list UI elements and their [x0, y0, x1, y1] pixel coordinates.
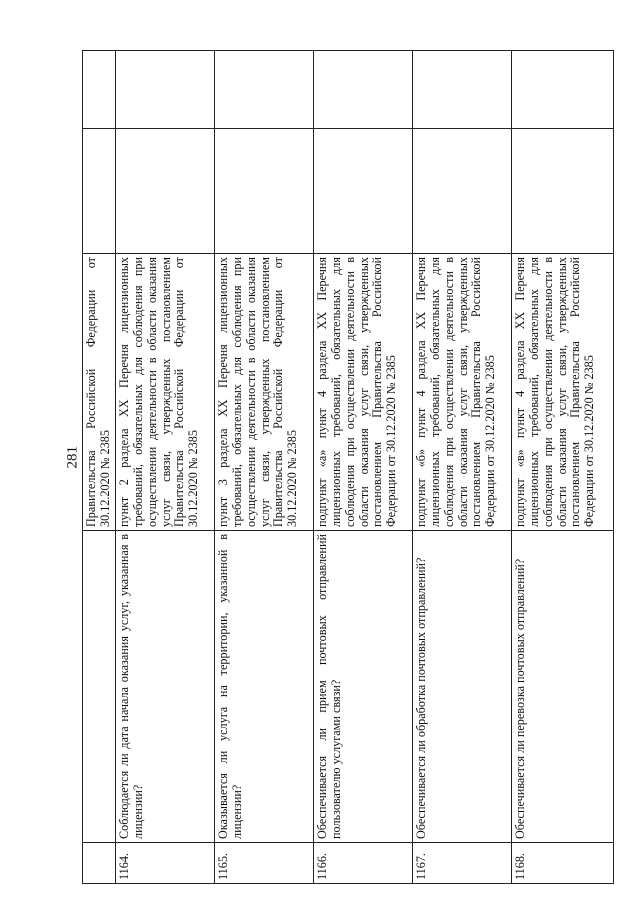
- empty-cell: [313, 129, 412, 254]
- row-number: 1166.: [313, 843, 412, 884]
- question-cell: Обеспечивается ли прием почтовых отправлений пользователю услугами связи?: [313, 531, 412, 843]
- empty-cell: [511, 51, 613, 129]
- table-row: [511, 51, 613, 884]
- table-row: [313, 51, 412, 884]
- table-row: [214, 51, 313, 884]
- empty-cell: [511, 129, 613, 254]
- empty-cell: [214, 51, 313, 129]
- table-row: [115, 51, 214, 884]
- question-cell: Соблюдается ли дата начала оказания услуг, указанная в лицензии?: [115, 531, 214, 843]
- empty-cell: [83, 51, 116, 129]
- row-number: 1168.: [511, 843, 613, 884]
- row-number: [83, 843, 116, 884]
- empty-cell: [412, 129, 511, 254]
- legal-reference-cell: подпункт «в» пункт 4 раздела XX Перечня лицензионных требований, обязательных для соблюдения при осуществлении деятельности в области оказания услуг связи, утвержденных постановлением Правительства Российской Федерации от 30.12.2020 № 2385: [511, 254, 613, 531]
- legal-reference-cell: пункт 2 раздела XX Перечня лицензионных требований, обязательных для соблюдения при осуществлении деятельности в области оказания услуг связи, утвержденных постановлением Правительства Российской Федерации от 30.12.2020 № 2385: [115, 254, 214, 531]
- empty-cell: [115, 51, 214, 129]
- legal-reference-cell: пункт 3 раздела XX Перечня лицензионных требований, обязательных для соблюдения при осуществлении деятельности в области оказания услуг связи, утвержденных постановлением Правительства Российской Федерации от 30.12.2020 № 2385: [214, 254, 313, 531]
- empty-cell: [83, 129, 116, 254]
- question-cell: Обеспечивается ли перевозка почтовых отправлений?: [511, 531, 613, 843]
- legal-reference-cell: подпункт «а» пункт 4 раздела XX Перечня лицензионных требований, обязательных для соблюдения при осуществлении деятельности в области оказания услуг связи, утвержденных постановлением Правительства Российской Федерации от 30.12.2020 № 2385: [313, 254, 412, 531]
- legal-reference-cell: Правительства Российской Федерации от 30.12.2020 № 2385: [83, 254, 116, 531]
- question-cell: Обеспечивается ли обработка почтовых отправлений?: [412, 531, 511, 843]
- empty-cell: [412, 51, 511, 129]
- empty-cell: [115, 129, 214, 254]
- page-number: [63, 440, 83, 480]
- table-row: [412, 51, 511, 884]
- table-row: [83, 51, 116, 884]
- empty-cell: [313, 51, 412, 129]
- requirements-table: [82, 50, 614, 884]
- question-cell: [83, 531, 116, 843]
- page-number-text: 281: [64, 446, 81, 469]
- row-number: 1165.: [214, 843, 313, 884]
- document-page: [82, 84, 605, 884]
- row-number: 1164.: [115, 843, 214, 884]
- empty-cell: [214, 129, 313, 254]
- question-cell: Оказывается ли услуга на территории, указанной в лицензии?: [214, 531, 313, 843]
- legal-reference-cell: подпункт «б» пункт 4 раздела XX Перечня лицензионных требований, обязательных для соблюдения при осуществлении деятельности в области оказания услуг связи, утвержденных постановлением Правительства Российской Федерации от 30.12.2020 № 2385: [412, 254, 511, 531]
- row-number: 1167.: [412, 843, 511, 884]
